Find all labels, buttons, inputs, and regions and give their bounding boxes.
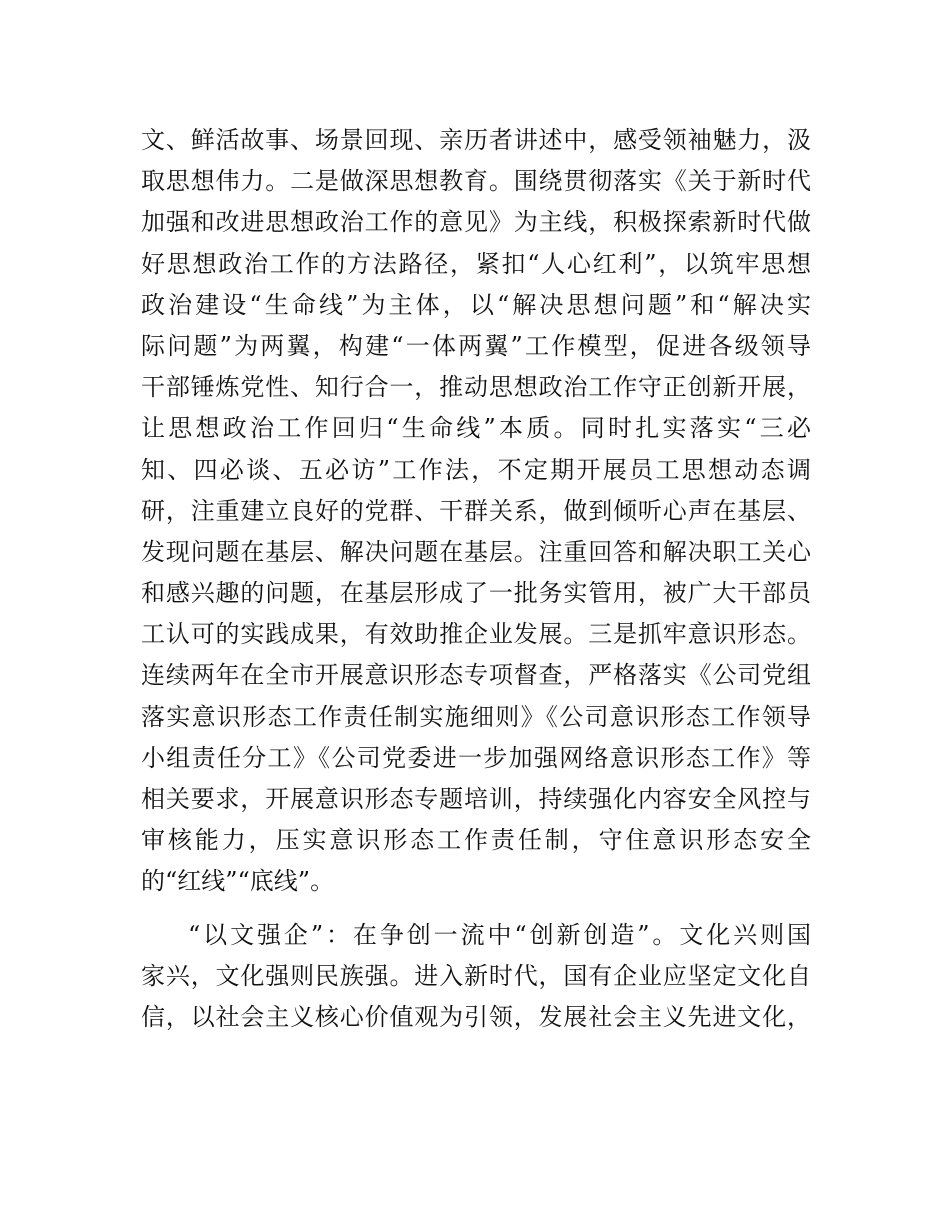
text-line: 好思想政治工作的方法路径，紧扣“人心红利”，以筑牢思想 xyxy=(141,249,811,278)
text-line: 取思想伟力。二是做深思想教育。围绕贯彻落实《关于新时代 xyxy=(141,167,811,196)
text-line: “以文强企”：在争创一流中“创新创造”。文化兴则国 xyxy=(188,920,811,949)
text-line: 和感兴趣的问题，在基层形成了一批务实管用，被广大干部员 xyxy=(141,579,811,608)
text-line: 研，注重建立良好的党群、干群关系，做到倾听心声在基层、 xyxy=(141,496,811,525)
text-line: 际问题”为两翼，构建“一体两翼”工作模型，促进各级领导 xyxy=(141,331,811,360)
text-line: 工认可的实践成果，有效助推企业发展。三是抓牢意识形态。 xyxy=(141,620,811,649)
text-line: 加强和改进思想政治工作的意见》为主线，积极探索新时代做 xyxy=(141,208,811,237)
text-line: 干部锤炼党性、知行合一，推动思想政治工作守正创新开展， xyxy=(141,373,811,402)
body-text xyxy=(141,120,811,1038)
text-line: 小组责任分工》《公司党委进一步加强网络意识形态工作》等 xyxy=(141,743,811,772)
text-line: 审核能力，压实意识形态工作责任制，守住意识形态安全 xyxy=(141,826,811,855)
text-line: 落实意识形态工作责任制实施细则》《公司意识形态工作领导 xyxy=(141,702,811,731)
text-line: 连续两年在全市开展意识形态专项督查，严格落实《公司党组 xyxy=(141,661,811,690)
text-line: 让思想政治工作回归“生命线”本质。同时扎实落实“三必 xyxy=(141,414,811,443)
text-line: 的“红线”“底线”。 xyxy=(141,867,335,896)
text-line: 文、鲜活故事、场景回现、亲历者讲述中，感受领袖魅力，汲 xyxy=(141,126,811,154)
text-line: 家兴，文化强则民族强。进入新时代，国有企业应坚定文化自 xyxy=(141,961,811,990)
text-line: 政治建设“生命线”为主体，以“解决思想问题”和“解决实 xyxy=(141,290,811,319)
text-line: 信，以社会主义核心价值观为引领，发展社会主义先进文化， xyxy=(141,1002,811,1031)
paragraph-gap xyxy=(141,903,811,915)
text-line: 相关要求，开展意识形态专题培训，持续强化内容安全风控与 xyxy=(141,785,811,813)
text-line: 发现问题在基层、解决问题在基层。注重回答和解决职工关心 xyxy=(141,537,811,566)
text-line: 知、四必谈、五必访”工作法，不定期开展员工思想动态调 xyxy=(141,455,811,484)
